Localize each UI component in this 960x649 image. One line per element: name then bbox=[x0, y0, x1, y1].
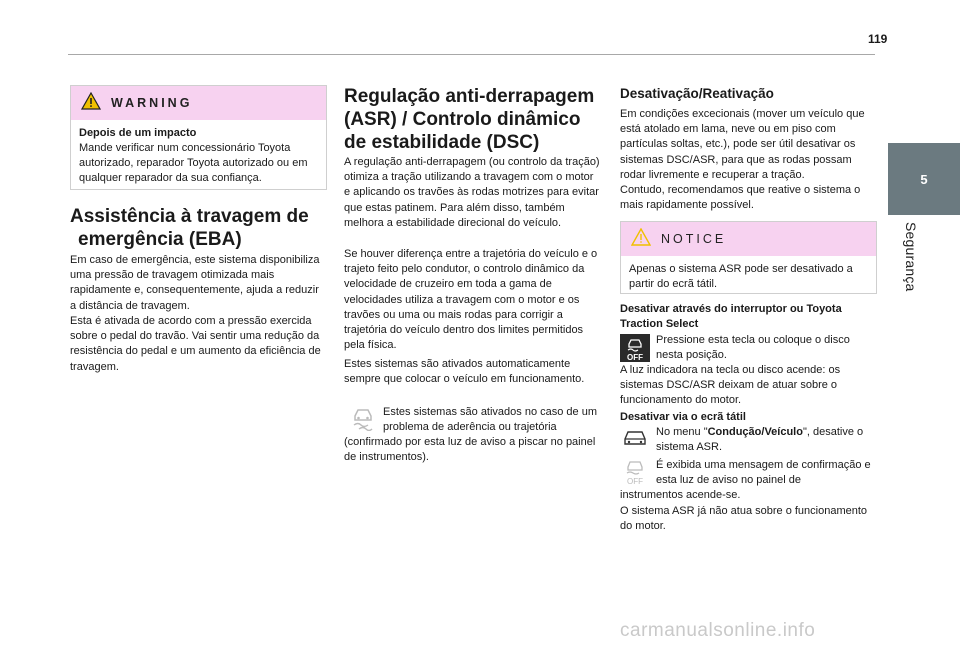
notice-header bbox=[621, 222, 876, 256]
deactivation-paragraph-1: Em condições excecionais (mover um veículo que está atolado em lama, neve ou em piso com partículas soltas, etc.), pode ser útil desativar os sistemas DSC/ASR, para que as rodas possam rodar livremente e recuperar a tração. bbox=[620, 108, 865, 181]
notice-title: NOTICE bbox=[661, 232, 727, 246]
car-menu-icon bbox=[621, 428, 649, 453]
touch-confirm-icon-text: É exibida uma mensagem de confirmação e esta luz de aviso no painel de bbox=[656, 459, 871, 487]
warning-title: WARNING bbox=[111, 96, 193, 110]
asr-paragraph-1: A regulação anti-derrapagem (ou controlo da tração) otimiza a tração utilizando a travagem com o motor e aplicando os travões às rodas motrizes para evitar que estas patinem. Para além disso, também melhora a estabilidade direcional do veículo. bbox=[344, 156, 600, 229]
chapter-tab[interactable]: 5 bbox=[888, 143, 960, 215]
switch-heading-line1: Desativar através do interruptor ou Toyota bbox=[620, 303, 842, 315]
deactivation-paragraph-2: Contudo, recomendamos que reative o sistema o mais rapidamente possível. bbox=[620, 184, 861, 212]
eba-title-line2: emergência (EBA) bbox=[78, 229, 242, 250]
notice-box bbox=[620, 221, 877, 294]
asr-title-line1: Regulação anti-derrapagem bbox=[344, 86, 595, 107]
asr-title-line3: de estabilidade (DSC) bbox=[344, 132, 540, 153]
touch-menu-text bbox=[656, 425, 876, 455]
asr-paragraph-4-icon-text: Estes sistemas são ativados no caso de um problema de aderência ou trajetória bbox=[383, 406, 597, 434]
asr-title-line2: (ASR) / Controlo dinâmico bbox=[344, 109, 581, 130]
touch-menu-post: ", desative o sistema ASR. bbox=[656, 426, 864, 454]
switch-icon-text: Pressione esta tecla ou coloque o disco nesta posição. bbox=[656, 334, 850, 362]
chapter-label: Segurança bbox=[903, 222, 919, 292]
warning-header bbox=[71, 86, 326, 120]
deactivation-heading: Desativação/Reativação bbox=[620, 86, 774, 101]
switch-paragraph-1: A luz indicadora na tecla ou disco acende: os sistemas DSC/ASR deixam de atuar sobre o funcionamento do motor. bbox=[620, 364, 841, 407]
touch-heading: Desativar via o ecrã tátil bbox=[620, 411, 746, 423]
notice-triangle-icon bbox=[631, 228, 651, 251]
touch-paragraph-last: O sistema ASR já não atua sobre o funcionamento do motor. bbox=[620, 505, 868, 533]
asr-paragraph-4-rest: (confirmado por esta luz de aviso a piscar no painel de instrumentos). bbox=[344, 436, 596, 464]
touch-menu-name: Condução/Veículo bbox=[707, 426, 803, 438]
svg-text:OFF: OFF bbox=[627, 353, 643, 362]
warning-triangle-icon bbox=[81, 92, 101, 115]
dsc-off-warning-icon bbox=[622, 458, 648, 491]
touch-confirm-rest: instrumentos acende-se. bbox=[620, 489, 741, 501]
touch-menu-pre: No menu " bbox=[656, 426, 708, 438]
skid-warning-icon bbox=[350, 405, 376, 436]
eba-title-line1: Assistência à travagem de bbox=[70, 206, 309, 227]
asr-paragraph-2: Se houver diferença entre a trajetória do veículo e o trajeto feito pelo condutor, o controlo dinâmico da velocidade de cruzeiro em toda a gama de velocidades utiliza a travagem com o motor e os travões ou uma ou mais rodas para corrigir a trajetória do veículo dentro dos limites permitidos pela física. bbox=[344, 248, 598, 352]
switch-heading-line2: Traction Select bbox=[620, 318, 699, 330]
eba-paragraph-1: Em caso de emergência, este sistema disponibiliza uma pressão de travagem otimizada mais rapidamente e, consequentemente, ajuda a reduzir a distância de travagem. bbox=[70, 254, 320, 312]
asr-paragraph-3: Estes sistemas são ativados automaticamente sempre que colocar o veículo em funcionamento. bbox=[344, 358, 585, 386]
top-divider bbox=[68, 54, 875, 55]
eba-paragraph-2: Esta é ativada de acordo com a pressão exercida sobre o pedal do travão. Vai sentir uma redução da resistência do pedal e um aumento da eficiência de travagem. bbox=[70, 315, 321, 373]
svg-text:OFF: OFF bbox=[627, 477, 643, 486]
warning-box bbox=[70, 85, 327, 190]
notice-text: Apenas o sistema ASR pode ser desativado a partir do ecrã tátil. bbox=[629, 263, 853, 290]
warning-text: Mande verificar num concessionário Toyota autorizado, reparador Toyota autorizado ou em qualquer reparador da sua confiança. bbox=[79, 142, 308, 184]
warning-heading: Depois de um impacto bbox=[79, 127, 197, 139]
page-number: 119 bbox=[868, 32, 888, 46]
watermark: carmanualsonline.info bbox=[620, 620, 816, 641]
